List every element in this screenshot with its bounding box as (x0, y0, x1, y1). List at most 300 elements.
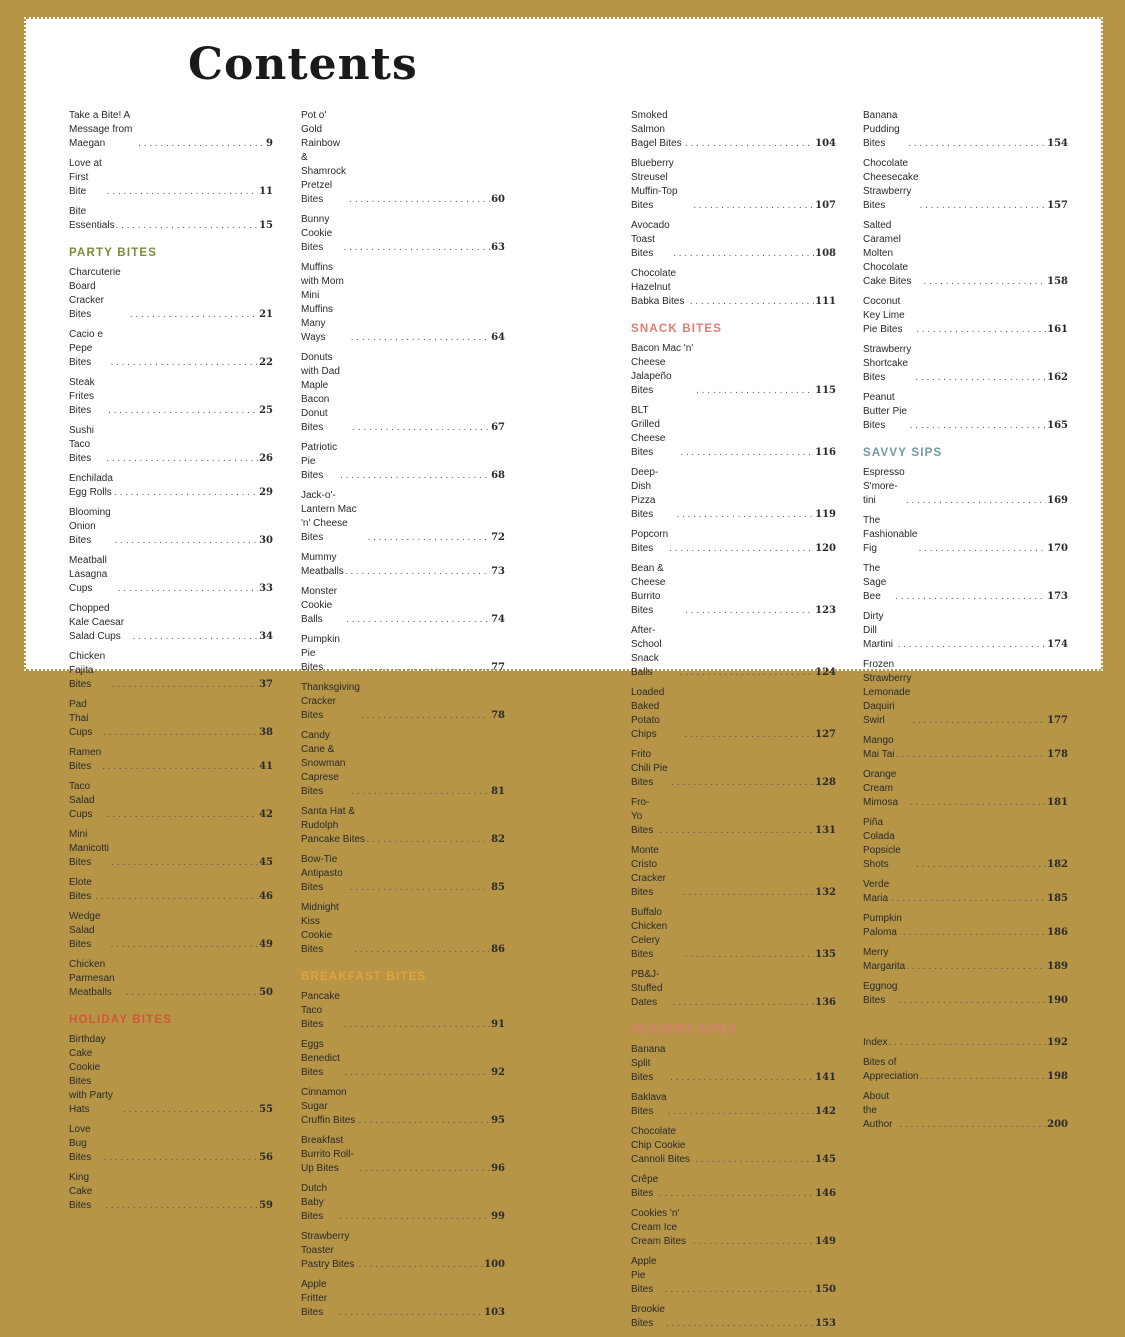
page-number: 29 (259, 487, 273, 498)
toc-entry[interactable] (863, 658, 1068, 728)
entry-title: Meatball Lasagna Cups (69, 555, 108, 594)
page-number: 177 (1047, 715, 1068, 726)
entry-title: Banana Pudding Bites (863, 110, 900, 149)
dot-leader (339, 1210, 490, 1224)
entry-title: Chocolate Chip Cookie Cannoli Bites (631, 1126, 690, 1165)
page-number: 11 (259, 186, 273, 197)
page-number: 150 (815, 1284, 836, 1295)
dot-leader (102, 760, 258, 774)
page-number: 72 (491, 532, 505, 543)
contents-page (26, 19, 1101, 1329)
toc-entry[interactable] (69, 157, 273, 199)
page-number: 107 (815, 200, 836, 211)
dot-leader (898, 994, 1046, 1008)
entry-title: Cacio e Pepe Bites (69, 329, 103, 368)
dot-leader (358, 1114, 490, 1128)
toc-entry[interactable] (301, 213, 505, 255)
entry-title: Chopped Kale Caesar Salad Cups (69, 603, 125, 642)
toc-entry[interactable] (863, 980, 1068, 1008)
toc-entry[interactable] (863, 816, 1068, 872)
toc-entry[interactable] (863, 610, 1068, 652)
toc-entry[interactable] (301, 681, 505, 723)
dot-leader (915, 371, 1046, 385)
toc-entry[interactable] (863, 1036, 1068, 1050)
toc-entry[interactable] (631, 219, 836, 261)
entry-title: Espresso S'more-tini (863, 467, 905, 506)
page-number: 178 (1047, 749, 1068, 760)
page-number: 116 (815, 447, 836, 458)
page-number: 41 (259, 761, 273, 772)
page-number: 200 (1047, 1119, 1068, 1130)
entry-title: Steak Frites Bites (69, 377, 95, 416)
toc-entry[interactable] (301, 1038, 505, 1080)
entry-title: Eggs Benedict Bites (301, 1039, 340, 1078)
toc-entry[interactable] (863, 562, 1068, 604)
page-number: 145 (815, 1154, 836, 1165)
page-number: 15 (259, 220, 273, 231)
dot-leader (670, 1071, 814, 1085)
page-number: 128 (815, 777, 836, 788)
toc-entry[interactable] (631, 466, 836, 522)
dot-leader (668, 1105, 815, 1119)
toc-entry[interactable] (631, 1303, 836, 1331)
dot-leader (350, 881, 490, 895)
page-number: 55 (259, 1104, 273, 1115)
page-number: 37 (259, 679, 273, 690)
dot-leader (685, 604, 814, 618)
dot-leader (673, 996, 814, 1010)
page-number: 119 (815, 509, 836, 520)
dot-leader (666, 1317, 814, 1331)
dot-leader (906, 960, 1046, 974)
dot-leader (685, 948, 814, 962)
page-number: 132 (815, 887, 836, 898)
toc-entry[interactable] (631, 624, 836, 680)
entry-title: Pot o' Gold Rainbow & Shamrock Pretzel Bites (301, 110, 347, 205)
toc-entry[interactable] (301, 1086, 505, 1128)
toc-entry[interactable] (69, 424, 273, 466)
page-number: 182 (1047, 859, 1068, 870)
dot-leader (352, 421, 490, 435)
toc-entry[interactable] (69, 472, 273, 500)
dot-leader (359, 1162, 490, 1176)
dot-leader (351, 331, 490, 345)
dot-leader (684, 728, 814, 742)
entry-title: King Cake Bites (69, 1172, 93, 1211)
page-number: 154 (1047, 138, 1068, 149)
toc-entry[interactable] (631, 342, 836, 398)
page-number: 45 (259, 857, 273, 868)
toc-entry[interactable] (301, 351, 505, 435)
page-number: 50 (259, 987, 273, 998)
dot-leader (123, 1103, 258, 1117)
page-number: 131 (815, 825, 836, 836)
page-number: 186 (1047, 927, 1068, 938)
toc-entry[interactable] (301, 585, 505, 627)
toc-entry[interactable] (863, 391, 1068, 433)
toc-entry[interactable] (631, 906, 836, 962)
toc-entry[interactable] (301, 441, 505, 483)
toc-entry[interactable] (69, 1033, 273, 1117)
entry-title: Birthday Cake Cookie Bites with Party Hats (69, 1034, 113, 1115)
entry-title: Pumpkin Pie Bites (301, 634, 340, 673)
page-number: 95 (491, 1115, 505, 1126)
dot-leader (126, 986, 258, 1000)
entry-title: Bite Essentials (69, 206, 115, 231)
dot-leader (111, 856, 258, 870)
toc-entry[interactable] (301, 1182, 505, 1224)
dot-leader (676, 508, 814, 522)
page-number: 49 (259, 939, 273, 950)
page-number: 68 (491, 470, 505, 481)
toc-section (631, 321, 836, 1010)
toc-section (69, 1012, 273, 1213)
page-number: 73 (491, 566, 505, 577)
entry-title: Salted Caramel Molten Chocolate Cake Bites (863, 220, 912, 287)
page-number: 136 (815, 997, 836, 1008)
entry-title: Take a Bite! A Message from Maegan (69, 110, 133, 149)
toc-entry[interactable] (69, 328, 273, 370)
toc-entry[interactable] (301, 729, 505, 799)
dot-leader (130, 308, 258, 322)
page-number: 153 (815, 1318, 836, 1329)
toc-entry[interactable] (69, 1171, 273, 1213)
toc-entry[interactable] (631, 404, 836, 460)
entry-title: Baklava Bites (631, 1092, 667, 1117)
toc-entry[interactable] (863, 514, 1068, 556)
dot-leader (685, 137, 814, 151)
toc-section (69, 109, 273, 233)
dot-leader (888, 1036, 1046, 1050)
page-number: 111 (815, 296, 836, 307)
page-number: 96 (491, 1163, 505, 1174)
toc-column-2 (301, 109, 505, 1326)
dot-leader (344, 1066, 490, 1080)
toc-entry[interactable] (863, 912, 1068, 940)
dot-leader (906, 494, 1046, 508)
entry-title: Wedge Salad Bites (69, 911, 101, 950)
entry-title: Smoked Salmon Bagel Bites (631, 110, 682, 149)
entry-title: Monster Cookie Balls (301, 586, 338, 625)
dot-leader (923, 275, 1046, 289)
toc-entry[interactable] (863, 295, 1068, 337)
page-number: 141 (815, 1072, 836, 1083)
entry-title: Bites of Appreciation (863, 1057, 919, 1082)
page-number: 59 (259, 1200, 273, 1211)
dot-leader (114, 486, 258, 500)
page-number: 81 (491, 786, 505, 797)
dot-leader (344, 1018, 490, 1032)
entry-title: Cookies 'n' Cream Ice Cream Bites (631, 1208, 687, 1247)
entry-title: Mini Manicotti Bites (69, 829, 110, 868)
dot-leader (683, 886, 814, 900)
entry-title: Deep-Dish Pizza Bites (631, 467, 659, 520)
toc-entry[interactable] (69, 1123, 273, 1165)
page-number: 103 (484, 1307, 505, 1318)
toc-entry[interactable] (863, 1090, 1068, 1132)
toc-entry[interactable] (631, 1091, 836, 1119)
entry-title: Cinnamon Sugar Cruffin Bites (301, 1087, 356, 1126)
toc-entry[interactable] (301, 551, 505, 579)
toc-entry[interactable] (301, 261, 505, 345)
page-number: 34 (259, 631, 273, 642)
dot-leader (695, 1153, 814, 1167)
toc-entry[interactable] (69, 910, 273, 952)
entry-title: Pumpkin Paloma (863, 913, 902, 938)
entry-title: Frito Chili Pie Bites (631, 749, 668, 788)
entry-title: Strawberry Toaster Pastry Bites (301, 1231, 355, 1270)
toc-entry[interactable] (301, 990, 505, 1032)
entry-title: Pancake Taco Bites (301, 991, 340, 1030)
page-number: 123 (815, 605, 836, 616)
dot-leader (918, 542, 1046, 556)
toc-entry[interactable] (69, 554, 273, 596)
dot-leader (912, 714, 1046, 728)
entry-title: Orange Cream Mimosa (863, 769, 899, 808)
toc-entry[interactable] (301, 901, 505, 957)
page-number: 146 (815, 1188, 836, 1199)
toc-entry[interactable] (631, 748, 836, 790)
entry-title: Merry Margarita (863, 947, 906, 972)
entry-title: Ramen Bites (69, 747, 102, 772)
toc-entry[interactable] (863, 734, 1068, 762)
page-number: 158 (1047, 276, 1068, 287)
toc-section (631, 1022, 836, 1331)
toc-entry[interactable] (631, 528, 836, 556)
toc-entry[interactable] (301, 1278, 505, 1320)
dot-leader (903, 926, 1046, 940)
section-heading: SAVVY SIPS (863, 447, 943, 459)
dot-leader (896, 748, 1046, 762)
entry-title: Love at First Bite (69, 158, 102, 197)
entry-title: Dutch Baby Bites (301, 1183, 328, 1222)
entry-title: Popcorn Bites (631, 529, 669, 554)
dot-leader (106, 452, 258, 466)
entry-title: Muffins with Mom Mini Muffins Many Ways (301, 262, 344, 343)
toc-entry[interactable] (301, 109, 505, 207)
toc-section (863, 445, 1068, 1008)
dot-leader (105, 1199, 258, 1213)
page-number: 77 (491, 662, 505, 673)
section-heading: PARTY BITES (69, 247, 158, 259)
toc-column-3 (631, 109, 836, 1337)
page-number: 64 (491, 332, 505, 343)
entry-title: PB&J-Stuffed Dates (631, 969, 663, 1008)
toc-entry[interactable] (301, 633, 505, 675)
toc-entry[interactable] (631, 1255, 836, 1297)
toc-entry[interactable] (631, 844, 836, 900)
page-number: 46 (259, 891, 273, 902)
page-number: 100 (484, 1259, 505, 1270)
page-number: 169 (1047, 495, 1068, 506)
page-number: 115 (815, 385, 836, 396)
dot-leader (908, 137, 1046, 151)
page-number: 67 (491, 422, 505, 433)
toc-entry[interactable] (631, 1043, 836, 1085)
entry-title: Pad Thai Cups (69, 699, 93, 738)
entry-title: Apple Fritter Bites (301, 1279, 328, 1318)
toc-entry[interactable] (69, 266, 273, 322)
page-number: 60 (491, 194, 505, 205)
toc-section (631, 109, 836, 309)
dot-leader (116, 219, 259, 233)
entry-title: Coconut Key Lime Pie Bites (863, 296, 905, 335)
entry-title: Chicken Fajita Bites (69, 651, 106, 690)
dot-leader (345, 565, 490, 579)
toc-entry[interactable] (69, 876, 273, 904)
toc-entry[interactable] (863, 343, 1068, 385)
toc-section (301, 109, 505, 957)
page-number: 25 (259, 405, 273, 416)
dot-leader (680, 666, 814, 680)
dot-leader (891, 892, 1046, 906)
page-number: 127 (815, 729, 836, 740)
toc-entry[interactable] (301, 1134, 505, 1176)
page-number: 38 (259, 727, 273, 738)
dot-leader (108, 404, 258, 418)
toc-entry[interactable] (631, 686, 836, 742)
entry-title: Strawberry Shortcake Bites (863, 344, 912, 383)
dot-leader (104, 1151, 258, 1165)
page-number: 92 (491, 1067, 505, 1078)
dot-leader (696, 384, 814, 398)
entry-title: Santa Hat & Rudolph Pancake Bites (301, 806, 365, 845)
page-number: 9 (266, 138, 273, 149)
toc-column-4 (863, 109, 1068, 1138)
toc-entry[interactable] (863, 1056, 1068, 1084)
toc-entry[interactable] (631, 562, 836, 618)
dot-leader (95, 890, 258, 904)
entry-title: Blooming Onion Bites (69, 507, 111, 546)
toc-entry[interactable] (631, 267, 836, 309)
toc-entry[interactable] (863, 768, 1068, 810)
toc-entry[interactable] (301, 489, 505, 545)
toc-entry[interactable] (631, 157, 836, 213)
toc-entry[interactable] (69, 602, 273, 644)
dot-leader (916, 858, 1046, 872)
page-number: 74 (491, 614, 505, 625)
page-number: 135 (815, 949, 836, 960)
toc-entry[interactable] (863, 946, 1068, 974)
page-number: 104 (815, 138, 836, 149)
toc-entry[interactable] (69, 650, 273, 692)
entry-title: After-School Snack Balls (631, 625, 662, 678)
toc-entry[interactable] (69, 205, 273, 233)
entry-title: Piña Colada Popsicle Shots (863, 817, 901, 870)
page-number: 170 (1047, 543, 1068, 554)
entry-title: Mango Mai Tai (863, 735, 895, 760)
dot-leader (107, 808, 258, 822)
toc-entry[interactable] (863, 219, 1068, 289)
toc-entry[interactable] (301, 853, 505, 895)
dot-leader (103, 726, 258, 740)
page-number: 26 (259, 453, 273, 464)
toc-section (863, 1036, 1068, 1132)
entry-title: Chocolate Cheesecake Strawberry Bites (863, 158, 919, 211)
toc-entry[interactable] (863, 109, 1068, 151)
page-number: 63 (491, 242, 505, 253)
toc-entry[interactable] (301, 1230, 505, 1272)
entry-title: Mummy Meatballs (301, 552, 344, 577)
page-number: 42 (259, 809, 273, 820)
entry-title: Index (863, 1037, 888, 1048)
page-number: 192 (1047, 1037, 1068, 1048)
toc-entry[interactable] (69, 828, 273, 870)
page-number: 161 (1047, 324, 1068, 335)
toc-entry[interactable] (631, 1173, 836, 1201)
toc-entry[interactable] (631, 1207, 836, 1249)
toc-entry[interactable] (69, 506, 273, 548)
entry-title: Verde Maria (863, 879, 890, 904)
dot-leader (916, 323, 1046, 337)
toc-entry[interactable] (631, 796, 836, 838)
toc-entry[interactable] (631, 1125, 836, 1167)
entry-title: Buffalo Chicken Celery Bites (631, 907, 668, 960)
page-title: Contents (188, 39, 418, 90)
dot-leader (118, 582, 258, 596)
toc-entry[interactable] (301, 805, 505, 847)
entry-title: Bunny Cookie Bites (301, 214, 333, 253)
dot-leader (343, 241, 490, 255)
toc-entry[interactable] (863, 157, 1068, 213)
dot-leader (107, 185, 258, 199)
section-heading: BREAKFAST BITES (301, 971, 427, 983)
dot-leader (899, 1118, 1046, 1132)
section-heading: DESSERT BITES (631, 1024, 738, 1036)
page-number: 108 (815, 248, 836, 259)
page-number: 142 (815, 1106, 836, 1117)
page-number: 99 (491, 1211, 505, 1222)
entry-title: The Fashionable Fig (863, 515, 918, 554)
page-number: 22 (259, 357, 273, 368)
entry-title: About the Author (863, 1091, 893, 1130)
page-number: 21 (259, 309, 273, 320)
dot-leader (920, 199, 1047, 213)
toc-entry[interactable] (69, 746, 273, 774)
toc-entry[interactable] (631, 109, 836, 151)
toc-entry[interactable] (69, 376, 273, 418)
dot-leader (359, 1258, 484, 1272)
dot-leader (665, 1283, 814, 1297)
entry-title: Eggnog Bites (863, 981, 898, 1006)
page-number: 189 (1047, 961, 1068, 972)
entry-title: BLT Grilled Cheese Bites (631, 405, 666, 458)
toc-entry[interactable] (69, 780, 273, 822)
page-number: 181 (1047, 797, 1068, 808)
dot-leader (351, 785, 490, 799)
entry-title: Donuts with Dad Maple Bacon Donut Bites (301, 352, 340, 433)
toc-entry[interactable] (69, 109, 273, 151)
entry-title: Crêpe Bites (631, 1174, 659, 1199)
dot-leader (659, 1187, 814, 1201)
toc-entry[interactable] (863, 466, 1068, 508)
toc-entry[interactable] (631, 968, 836, 1010)
entry-title: The Sage Bee (863, 563, 887, 602)
dot-leader (910, 796, 1046, 810)
dot-leader (138, 137, 265, 151)
toc-entry[interactable] (863, 878, 1068, 906)
page-number: 86 (491, 944, 505, 955)
entry-title: Charcuterie Board Cracker Bites (69, 267, 121, 320)
page-number: 33 (259, 583, 273, 594)
entry-title: Love Bug Bites (69, 1124, 92, 1163)
toc-entry[interactable] (69, 958, 273, 1000)
entry-title: Fro-Yo Bites (631, 797, 654, 836)
entry-title: Enchilada Egg Rolls (69, 473, 113, 498)
entry-title: Taco Salad Cups (69, 781, 95, 820)
toc-entry[interactable] (69, 698, 273, 740)
dot-leader (346, 613, 490, 627)
